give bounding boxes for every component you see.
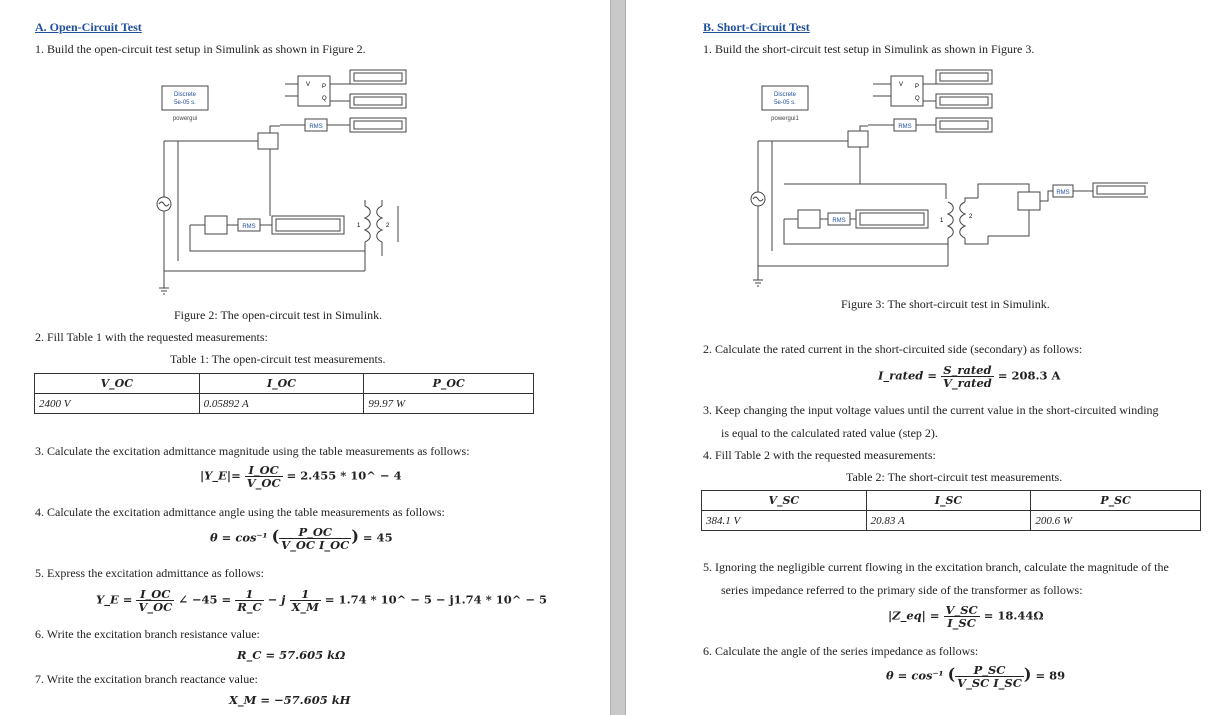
svg-text:RMS: RMS bbox=[1056, 190, 1070, 196]
table-header-isc: I_SC bbox=[866, 491, 1031, 511]
equation-admittance-magnitude: |Y_E|= $\frac{I\_OC}{V\_OC}$ = 2.455 * 10^ − 4 bbox=[200, 463, 402, 490]
step-7-text: 7. Write the excitation branch reactance value: bbox=[35, 672, 258, 686]
table-cell-vsc: 384.1 V bbox=[702, 511, 867, 531]
step-3-text-line1: 3. Keep changing the input voltage values until the current value in the short-circuited winding bbox=[703, 403, 1159, 417]
svg-text:Discrete: Discrete bbox=[773, 92, 797, 98]
step-4-text: 4. Fill Table 2 with the requested measurements: bbox=[703, 448, 936, 462]
equation-impedance-angle: θ = cos⁻¹ ( $\frac{P\_SC}{\text{V\_SC I\_SC}}$ ) = 89 bbox=[886, 663, 1066, 690]
table-cell-psc: 200.6 W bbox=[1031, 511, 1201, 531]
svg-text:2: 2 bbox=[969, 214, 973, 220]
step-5-text-line1: 5. Ignoring the negligible current flowing in the excitation branch, calculate the magnitude of the bbox=[703, 560, 1169, 574]
step-5-text-line2: series impedance referred to the primary side of the transformer as follows: bbox=[721, 583, 1083, 597]
table-row bbox=[702, 511, 1201, 531]
table-2-caption: Table 2: The short-circuit test measurements. bbox=[846, 470, 1063, 484]
equation-series-impedance: |Z_eq| = $\frac{V\_SC}{I\_SC}$ = 18.44Ω bbox=[888, 603, 1044, 630]
pq-q: Q bbox=[322, 96, 327, 102]
svg-text:V: V bbox=[899, 82, 904, 88]
step-4-text: 4. Calculate the excitation admittance angle using the table measurements as follows: bbox=[35, 505, 445, 519]
short-circuit-simulink-diagram bbox=[748, 66, 1148, 291]
winding-2-label: 2 bbox=[386, 223, 390, 229]
step-1-text: 1. Build the short-circuit test setup in Simulink as shown in Figure 3. bbox=[703, 42, 1035, 56]
table-header-voc: V_OC bbox=[35, 374, 200, 394]
step-2-text: 2. Fill Table 1 with the requested measurements: bbox=[35, 330, 268, 344]
equation-rated-current: I_rated = $\frac{\text{S\_rated}}{\text{V\_rated}}$ = 208.3 A bbox=[878, 363, 1061, 390]
powergui-line1: Discrete bbox=[173, 92, 197, 98]
step-5-text: 5. Express the excitation admittance as follows: bbox=[35, 566, 264, 580]
svg-text:5e-05 s.: 5e-05 s. bbox=[774, 100, 796, 106]
svg-text:powergui1: powergui1 bbox=[771, 116, 799, 122]
step-6-text: 6. Calculate the angle of the series impedance as follows: bbox=[703, 644, 979, 658]
open-circuit-simulink-diagram bbox=[150, 66, 420, 296]
step-3-text: 3. Calculate the excitation admittance magnitude using the table measurements as follows: bbox=[35, 444, 470, 458]
powergui-label: powergui bbox=[172, 116, 198, 122]
equation-resistance: R_C = 57.605 kΩ bbox=[237, 648, 346, 662]
step-3-text-line2: is equal to the calculated rated value (step 2). bbox=[721, 426, 938, 440]
equation-reactance: X_M = −57.605 kH bbox=[229, 693, 351, 707]
powergui-block bbox=[162, 86, 208, 110]
table-header-ioc: I_OC bbox=[199, 374, 364, 394]
section-heading-short-circuit: B. Short-Circuit Test bbox=[703, 20, 810, 34]
winding-1-label: 1 bbox=[357, 223, 361, 229]
svg-text:RMS: RMS bbox=[832, 218, 846, 224]
figure-3-caption: Figure 3: The short-circuit test in Simulink. bbox=[841, 297, 1050, 311]
table-cell-poc: 99.97 W bbox=[364, 394, 534, 414]
figure-2-caption: Figure 2: The open-circuit test in Simulink. bbox=[174, 308, 383, 322]
table-header-poc: P_OC bbox=[364, 374, 534, 394]
powergui-block bbox=[762, 86, 808, 110]
table-row bbox=[702, 491, 1201, 511]
svg-text:Q: Q bbox=[915, 96, 920, 102]
svg-text:1: 1 bbox=[940, 218, 944, 224]
pq-v: V bbox=[306, 82, 311, 88]
equation-admittance-angle: θ = cos⁻¹ ( $\frac{P\_OC}{\text{V\_OC I\_OC}}$ ) = 45 bbox=[210, 525, 393, 552]
right-page bbox=[626, 0, 1219, 715]
step-2-text: 2. Calculate the rated current in the short-circuited side (secondary) as follows: bbox=[703, 342, 1083, 356]
step-1-text: 1. Build the open-circuit test setup in Simulink as shown in Figure 2. bbox=[35, 42, 366, 56]
table-cell-ioc: 0.05892 A bbox=[199, 394, 364, 414]
pq-p: P bbox=[322, 84, 327, 90]
table-header-vsc: V_SC bbox=[702, 491, 867, 511]
equation-admittance-expression: Y_E = $\frac{I\_OC}{V\_OC}$ ∠ −45 = $\frac{1}{R\_C}$ − j $\frac{1}{X\_M}$ = 1.74 * 10^ − 5 − j1.74 * 10^ − 5 bbox=[96, 587, 547, 614]
table-2 bbox=[701, 490, 1201, 531]
section-heading-open-circuit: A. Open-Circuit Test bbox=[35, 20, 142, 34]
step-6-text: 6. Write the excitation branch resistance value: bbox=[35, 627, 260, 641]
rms-label-2: RMS bbox=[242, 224, 256, 230]
svg-text:P: P bbox=[915, 84, 920, 90]
table-header-psc: P_SC bbox=[1031, 491, 1201, 511]
table-row bbox=[35, 394, 534, 414]
table-row bbox=[35, 374, 534, 394]
table-cell-voc: 2400 V bbox=[35, 394, 200, 414]
page-gutter bbox=[610, 0, 626, 715]
svg-text:RMS: RMS bbox=[898, 124, 912, 130]
transformer-symbol bbox=[948, 198, 988, 266]
powergui-line2: 5e-05 s. bbox=[174, 100, 196, 106]
table-1 bbox=[34, 373, 534, 414]
table-cell-isc: 20.83 A bbox=[866, 511, 1031, 531]
table-1-caption: Table 1: The open-circuit test measurements. bbox=[170, 352, 386, 366]
transformer-symbol bbox=[365, 200, 398, 271]
rms-label-1: RMS bbox=[309, 124, 323, 130]
